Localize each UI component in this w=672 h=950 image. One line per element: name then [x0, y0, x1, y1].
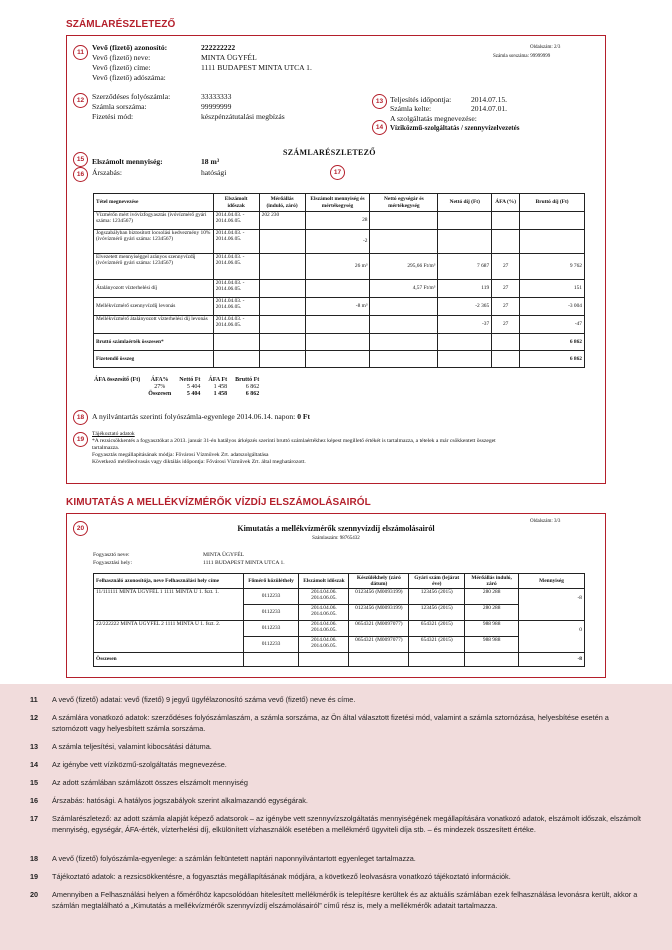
cell: 0112233	[243, 605, 299, 621]
cell: 2014.04.03. - 2014.06.05.	[213, 280, 259, 298]
sub-col-period: Elszámolt időszak	[299, 574, 349, 589]
balance-label: A nyilvántartás szerinti folyószámla-egyenlege 2014.06.14. napon:	[92, 412, 296, 421]
badge-12: 12	[73, 93, 88, 108]
note-text: Számlarészletező: az adott számla alapját képező adatsorok – az igénybe vett szennyvízszolgáltatás mennyiségének megállapítására vonatkozó adatok, elszámolt időszak, elszámolt mennyiség, egységár, ÁFA-érték, vízterhelési díj, elkülönített vízhasználók esetében a mellékmérő ügyviteli díja stb. – és mindezek összesített értéke.	[52, 814, 641, 834]
cell: 11/111111 MINTA ÜGYFÉL 1 1111 MINTA U 1. fszt. 1.	[94, 589, 244, 621]
contract-account-label: Szerződéses folyószámla:	[92, 92, 171, 101]
buyer-address-value: 1111 BUDAPEST MINTA UTCA 1.	[201, 63, 312, 72]
performance-date-label: Teljesítés időpontja:	[390, 95, 452, 104]
note-number: 17	[30, 814, 39, 823]
cell: 6 862	[245, 391, 260, 397]
performance-date-value: 2014.07.15.	[471, 95, 508, 104]
cell: 119	[438, 280, 492, 298]
table-row	[94, 316, 585, 334]
buyer-id-value: 222222222	[201, 43, 236, 52]
submeter-table	[93, 573, 585, 667]
cell: -37	[438, 316, 492, 334]
section-title-invoice-details: SZÁMLARÉSZLETEZŐ	[66, 19, 176, 30]
cell: 28	[305, 212, 370, 230]
cell: 27	[492, 280, 520, 298]
tariff-label: Árszabás:	[92, 168, 122, 177]
cell: 5 404	[186, 391, 201, 397]
cell: 151	[520, 280, 585, 298]
cell: 27	[492, 316, 520, 334]
subtitle-invoice-details: SZÁMLARÉSZLETEZŐ	[283, 148, 376, 157]
note-text: A számlára vonatkozó adatok: szerződéses folyószámlaszám, a számla sorszáma, az Ön által választott fizetési mód, valamint a számla sztornózása, helyesbítése esetén a sztornózott vagy helyesbített számla sorszáma.	[52, 713, 609, 733]
cell: 0123456 (M0093199)	[349, 589, 409, 605]
cell: 9 762	[520, 254, 585, 280]
quantity-value: 18 m³	[201, 157, 220, 166]
sub-col-serial: Gyári szám (lejárat éve)	[409, 574, 465, 589]
cell: Mellékvízmérő átalányozott vízterhelési díj levonás	[94, 316, 214, 334]
contract-account-value: 33333333	[201, 92, 232, 101]
cell: 2014.04.03. - 2014.06.05.	[213, 212, 259, 230]
cell: Elvezetett mennyiséggel arányos szennyvízdíj (ivóvízmérő gyári száma: 1234567)	[94, 254, 214, 280]
cell: 2014.04.03. - 2014.06.05.	[213, 254, 259, 280]
payment-method-value: készpénzátutalási megbízás	[201, 112, 285, 121]
cell: 1 458	[213, 384, 228, 390]
cell: 202 230	[259, 212, 305, 230]
invoice-items-table	[93, 193, 585, 368]
vat-summary-table	[90, 377, 263, 398]
payable-value: 6 862	[520, 351, 585, 368]
cell: -8 m³	[305, 298, 370, 316]
cell: 123456 (2015)	[409, 589, 465, 605]
note-number: 18	[30, 854, 39, 863]
cell	[259, 230, 305, 254]
table-row	[94, 230, 585, 254]
table-row	[94, 254, 585, 280]
cell: 27	[492, 254, 520, 280]
note-number: 20	[30, 890, 39, 899]
cell	[305, 280, 370, 298]
buyer-name-value: MINTA ÜGYFÉL	[201, 53, 257, 62]
balance-value: 0 Ft	[297, 412, 311, 421]
table-row	[94, 298, 585, 316]
cell: 22/222222 MINTA ÜGYFÉL 2 1111 MINTA U 1. fszt. 2.	[94, 621, 244, 653]
badge-14: 14	[372, 120, 387, 135]
note-13	[30, 741, 645, 752]
cell: 2014.04.06. 2014.06.05.	[299, 621, 349, 637]
note-text: Az igénybe vett víziközmű-szolgáltatás megnevezése.	[52, 760, 227, 769]
cell: 295,66 Ft/m³	[370, 254, 438, 280]
badge-18: 18	[73, 410, 88, 425]
issue-date-value: 2014.07.01.	[471, 104, 508, 113]
note-text: A vevő (fizető) adatai: vevő (fizető) 9 jegyű ügyfélazonosító száma vevő (fizető) neve és címe.	[52, 695, 356, 704]
explanatory-notes	[0, 684, 672, 950]
buyer-id-label: Vevő (fizető) azonosító:	[92, 43, 168, 52]
cell: 2014.04.06. 2014.06.05.	[299, 589, 349, 605]
cell: 2014.04.06. 2014.06.05.	[299, 637, 349, 653]
cell: 2014.04.03. - 2014.06.05.	[213, 298, 259, 316]
note-number: 13	[30, 742, 39, 751]
cell: 654321 (2015)	[409, 621, 465, 637]
note-16	[30, 795, 645, 806]
cell: 0112233	[243, 589, 299, 605]
note-number: 19	[30, 872, 39, 881]
cell	[90, 391, 144, 398]
cell: 0112233	[243, 637, 299, 653]
cell: Vízmérőn mért ivóvízfogyasztás (ivóvízmérő gyári száma: 1234567)	[94, 212, 214, 230]
cell: 0	[519, 621, 585, 653]
note-20	[30, 889, 645, 911]
payment-method-label: Fizetési mód:	[92, 112, 134, 121]
cell: 26 m³	[305, 254, 370, 280]
quantity-label: Elszámolt mennyiség:	[92, 157, 163, 166]
cell: 2014.04.03. - 2014.06.05.	[213, 230, 259, 254]
cell: 7 687	[438, 254, 492, 280]
invoice-number-label: Számla sorszáma:	[92, 102, 147, 111]
sub-col-device: Készülékhely (záró dátum)	[349, 574, 409, 589]
cell	[520, 230, 585, 254]
place-label: Fogyasztási hely:	[93, 560, 132, 566]
place-value: 1111 BUDAPEST MINTA UTCA 1.	[203, 560, 285, 566]
payable-row	[94, 351, 585, 368]
cell	[259, 316, 305, 334]
issue-date-label: Számla kelte:	[390, 104, 432, 113]
invoice-number-top: Számla sorszáma: 99999999	[493, 54, 551, 59]
note-text: Az adott számlában számlázott összes elszámolt mennyiség	[52, 778, 248, 787]
cell: -2	[305, 230, 370, 254]
note-text: Tájékoztató adatok: a rezsicsökkentésre, a fogyasztás megállapításának módjára, a következő leolvasásra vonatkozó tájékoztató információk.	[52, 872, 511, 881]
tariff-value: hatósági	[201, 168, 227, 177]
cell: 27	[492, 298, 520, 316]
cell: 0654321 (M0097077)	[349, 637, 409, 653]
cell	[259, 254, 305, 280]
col-meter: Mérőállás (induló, záró)	[259, 194, 305, 212]
cell: Jogszabályban biztosított locsolási kedvezmény 10% (ivóvízmérő gyári száma: 1234567)	[94, 230, 214, 254]
note-text: A vevő (fizető) folyószámla-egyenlege: a számlán feltüntetett naptári naponnyilvántartott egyenleget tartalmazza.	[52, 854, 416, 863]
col-gross: Bruttó díj (Ft)	[520, 194, 585, 212]
vat-total-label: Összesen	[148, 391, 172, 397]
badge-20: 20	[73, 521, 88, 536]
note-14	[30, 759, 645, 770]
note-number: 12	[30, 713, 39, 722]
table-row	[94, 589, 585, 605]
cell	[438, 230, 492, 254]
vat-col-vat: ÁFA Ft	[208, 377, 228, 383]
cell: 2014.04.03. - 2014.06.05.	[213, 316, 259, 334]
sub-col-user: Felhasználó azonosítója, neve Felhasználási hely címe	[94, 574, 244, 589]
badge-13: 13	[372, 94, 387, 109]
cell	[370, 212, 438, 230]
invoice-number-value: 99999999	[201, 102, 232, 111]
sub-col-main-meter: Főmérő közüléthely	[243, 574, 299, 589]
note-number: 16	[30, 796, 39, 805]
note-18	[30, 853, 645, 864]
cell: 6 862	[245, 384, 260, 390]
cell: 0654321 (M0097077)	[349, 621, 409, 637]
sub-total-row	[94, 653, 585, 667]
cell: 123456 (2015)	[409, 605, 465, 621]
col-vat: ÁFA (%)	[492, 194, 520, 212]
info-line: tartalmazza.	[92, 445, 120, 451]
badge-11: 11	[73, 45, 88, 60]
note-number: 14	[30, 760, 39, 769]
table-row	[94, 280, 585, 298]
cell: 654321 (2015)	[409, 637, 465, 653]
service-name-value: Víziközmű-szolgáltatás / szennyvízelvezetés	[390, 124, 520, 132]
col-period: Elszámolt időszak	[213, 194, 259, 212]
consumer-value: MINTA ÜGYFÉL	[203, 552, 245, 558]
section-title-submeter: KIMUTATÁS A MELLÉKVÍZMÉRŐK VÍZDÍJ ELSZÁMOLÁSAIRÓL	[66, 497, 371, 508]
note-text: A számla teljesítési, valamint kibocsátási dátuma.	[52, 742, 212, 751]
cell	[492, 212, 520, 230]
cell: 988 988	[465, 621, 519, 637]
cell: 2014.04.06. 2014.06.05.	[299, 605, 349, 621]
page-number-2: Oldalszám: 3/3	[530, 519, 561, 524]
cell: -47	[520, 316, 585, 334]
cell	[305, 316, 370, 334]
cell	[259, 298, 305, 316]
col-item: Tétel megnevezése	[94, 194, 214, 212]
balance-text	[92, 412, 310, 421]
cell	[90, 384, 144, 391]
buyer-address-label: Vevő (fizető) címe:	[92, 63, 151, 72]
cell: -8	[519, 589, 585, 621]
note-19	[30, 871, 645, 882]
buyer-tax-label: Vevő (fizető) adószáma:	[92, 73, 166, 82]
buyer-name-label: Vevő (fizető) neve:	[92, 53, 151, 62]
page-number-1: Oldalszám: 2/3	[530, 45, 561, 50]
note-text: Árszabás: hatósági. A hatályos jogszabályok szerint alkalmazandó egységárak.	[52, 796, 308, 805]
badge-19: 19	[73, 432, 88, 447]
vat-summary-title: ÁFA összesítő (Ft)	[94, 377, 141, 383]
badge-17: 17	[330, 165, 345, 180]
cell	[370, 316, 438, 334]
note-12	[30, 712, 645, 734]
note-text: Amennyiben a Felhasználási helyen a főmérőhöz kapcsolódóan hitelesített mellékmérők is telepítésre kerültek és az aktuális számlában ezek felhasználása levonásra került, akkor a számlán megtalálható a „Kimutatás a mellékvízmérők szennyvízdíj elszámolásairól” című rész is, mely a mellékmérők adatait tartalmazza.	[52, 890, 638, 910]
cell	[370, 230, 438, 254]
cell	[370, 298, 438, 316]
note-number: 11	[30, 695, 38, 704]
col-unit-price: Nettó egységár és mértékegység	[370, 194, 438, 212]
cell	[438, 212, 492, 230]
cell: 5 404	[186, 384, 201, 390]
cell: -3 004	[520, 298, 585, 316]
note-17	[30, 813, 645, 835]
payable-label: Fizetendő összeg	[94, 351, 214, 368]
cell: 280 288	[465, 589, 519, 605]
cell: 27%	[154, 384, 166, 390]
col-net: Nettó díj (Ft)	[438, 194, 492, 212]
vat-col-rate: ÁFA%	[150, 377, 169, 383]
table-row	[94, 621, 585, 637]
service-name-label: A szolgáltatás megnevezése:	[390, 114, 477, 123]
note-number: 15	[30, 778, 39, 787]
cell: Átalányozott vízterhelési díj	[94, 280, 214, 298]
cell: 988 988	[465, 637, 519, 653]
sub-col-reading: Mérőállás induló, záró	[465, 574, 519, 589]
cell: 0123456 (M0093199)	[349, 605, 409, 621]
cell: Mellékvízmérő szennyvízdíj levonás	[94, 298, 214, 316]
badge-15: 15	[73, 152, 88, 167]
col-quantity: Elszámolt mennyiség és mértékegység	[305, 194, 370, 212]
note-15	[30, 777, 645, 788]
sub-total-label: Összesen	[94, 653, 244, 667]
badge-16: 16	[73, 167, 88, 182]
cell: 4,57 Ft/m³	[370, 280, 438, 298]
cell: 0112233	[243, 621, 299, 637]
report-invoice-number: Számlaszám: 98765432	[312, 536, 360, 541]
note-11	[30, 694, 645, 705]
report-title: Kimutatás a mellékvízmérők szennyvízdíj elszámolásairól	[237, 524, 435, 533]
gross-total-label: Bruttó számlaérték összesen*	[94, 334, 214, 351]
sub-total-value: -8	[519, 653, 585, 667]
info-title: Tájékoztató adatok	[92, 431, 135, 437]
cell: -2 365	[438, 298, 492, 316]
info-line: *A rezsicsökkentés a fogyasztókat a 2013. január 31-én hatályos árképzés szerinti bruttó számlaértékhez képest megillető értékét is tartalmazza, a tételek a már csökkentett összeget	[92, 438, 496, 444]
cell: 280 288	[465, 605, 519, 621]
info-line: Fogyasztás megállapításának módja: Fővárosi Vízművek Zrt. adatszolgáltatása	[92, 452, 269, 458]
cell	[520, 212, 585, 230]
gross-total-value: 6 862	[520, 334, 585, 351]
table-row	[94, 212, 585, 230]
consumer-label: Fogyasztó neve:	[93, 552, 130, 558]
cell	[492, 230, 520, 254]
vat-col-net: Nettó Ft	[179, 377, 201, 383]
cell: 1 458	[213, 391, 228, 397]
cell	[259, 280, 305, 298]
sub-col-quantity: Mennyiség	[519, 574, 585, 589]
vat-col-gross: Bruttó Ft	[235, 377, 260, 383]
info-line: Következő mérőleolvasás vagy diktálás időpontja: Fővárosi Vízművek Zrt. által meghatározott.	[92, 459, 306, 465]
gross-total-row	[94, 334, 585, 351]
